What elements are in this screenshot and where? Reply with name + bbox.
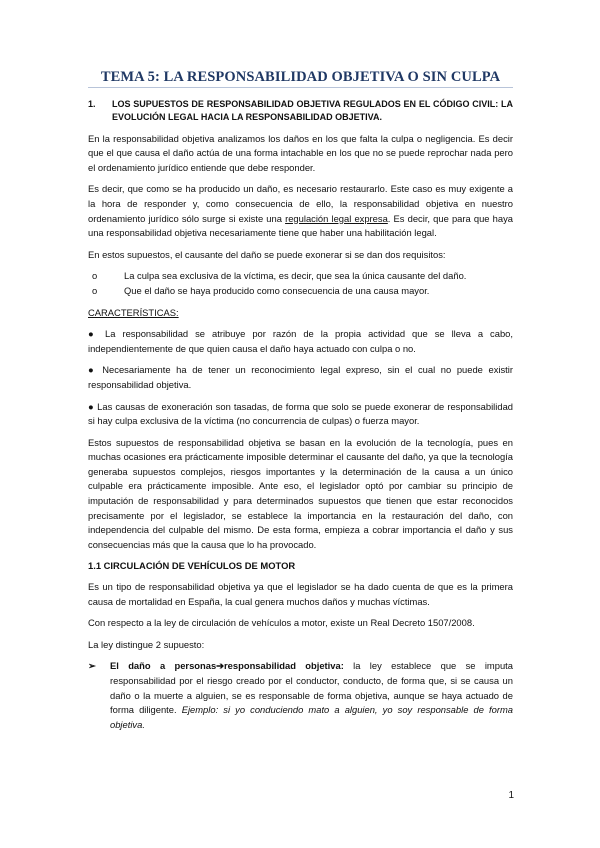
page-content <box>88 70 513 736</box>
list-marker: o <box>92 270 98 282</box>
paragraph-1: En la responsabilidad objetiva analizamos los daños en los que falta la culpa o negligencia. Es decir que el que causa el daño actúa de una forma intachable en los que no se puede reprochar nada pero el ordenamiento jurídico entiende que debe responder. <box>88 132 513 173</box>
section-heading-text: LOS SUPUESTOS DE RESPONSABILIDAD OBJETIVA REGULADOS EN EL CÓDIGO CIVIL: LA EVOLUCIÓN LEGAL HACIA LA RESPONSABILIDAD OBJETIVA. <box>112 98 513 122</box>
case-text: la ley establece que se imputa responsabilidad por el riesgo creado por el conductor, conducto, de forma que, si se causa un daño o la muerte a alguien, se es responsable de forma objetiva, aunque se haya actuado de forma diligente. <box>110 660 513 716</box>
list-item-text: Que el daño se haya producido como consecuencia de una causa mayor. <box>124 284 430 296</box>
paragraph-2 <box>88 182 513 240</box>
requirements-list <box>88 269 513 298</box>
paragraph-6: Con respecto a la ley de circulación de vehículos a motor, existe un Real Decreto 1507/2008. <box>88 617 475 629</box>
case-title: El daño a personas➔responsabilidad objetiva: <box>110 660 344 672</box>
case-body <box>110 659 513 732</box>
page-number: 1 <box>508 790 514 801</box>
document-title: TEMA 5: LA RESPONSABILIDAD OBJETIVA O SIN CULPA <box>88 70 513 88</box>
characteristics-label: CARACTERÍSTICAS: <box>88 306 179 318</box>
section-number: 1. <box>88 98 96 109</box>
list-item <box>88 284 513 299</box>
paragraph-3: En estos supuestos, el causante del daño se puede exonerar si se dan dos requisitos: <box>88 248 446 260</box>
arrow-bullet-icon: ➢ <box>88 660 96 672</box>
characteristic-item: ● Las causas de exoneración son tasadas, de forma que solo se puede exonerar de responsabilidad si hay culpa exclusiva de la víctima (no concurrencia de culpas) o fuerza mayor. <box>88 400 513 427</box>
case-example: Ejemplo: si yo conduciendo mato a alguien, yo soy responsable de forma objetiva. <box>110 704 513 730</box>
characteristic-item: ● La responsabilidad se atribuye por razón de la propia actividad que se lleva a cabo, independientemente de que quien causa el daño haya actuado con culpa o no. <box>88 328 513 354</box>
characteristic-item: ● Necesariamente ha de tener un reconocimiento legal expreso, sin el cual no puede existir responsabilidad objetiva. <box>88 364 513 390</box>
underlined-phrase: regulación legal expresa <box>285 212 388 224</box>
paragraph-2-end: . Es decir, que para que haya una responsabilidad objetiva necesariamente tiene que haber una habilitación legal. <box>88 212 513 239</box>
section-1-heading <box>88 98 513 124</box>
list-marker: o <box>92 284 98 296</box>
paragraph-7: La ley distingue 2 supuesto: <box>88 638 205 650</box>
section-1-1-heading: 1.1 CIRCULACIÓN DE VEHÍCULOS DE MOTOR <box>88 560 296 572</box>
case-item <box>88 659 513 732</box>
list-item <box>88 269 513 284</box>
list-item-text: La culpa sea exclusiva de la víctima, es decir, que sea la única causante del daño. <box>124 270 467 282</box>
paragraph-4: Estos supuestos de responsabilidad objetiva se basan en la evolución de la tecnología, pues en muchas ocasiones era prácticamente imposible determinar el causante del daño, ya que la tecnología generaba supuestos complejos, riesgos importantes y la determinación de la causa a un único culpable era prácticamente imposible. Ante eso, el legislador optó por cambiar su principio de imputación de responsabilidad y para determinados supuestos que tienen que estar reconocidos precisamente por el legislador, se establece la importancia en la restauración del daño, con independencia del culpable del mismo. De esta forma, empieza a cobrar importancia el daño y sus consecuencias más que la causa que lo ha provocado. <box>88 436 513 550</box>
paragraph-5: Es un tipo de responsabilidad objetiva ya que el legislador se ha dado cuenta de que es la primera causa de mortalidad en España, la cual genera muchos daños y muchas víctimas. <box>88 581 513 607</box>
paragraph-2-start: Es decir, que como se ha producido un daño, es necesario restaurarlo. Este caso es muy exigente a la hora de responder y, como consecuencia de ello, la responsabilidad objetiva en nuestro ordenamiento jurídico sólo surge si existe una <box>88 183 513 224</box>
